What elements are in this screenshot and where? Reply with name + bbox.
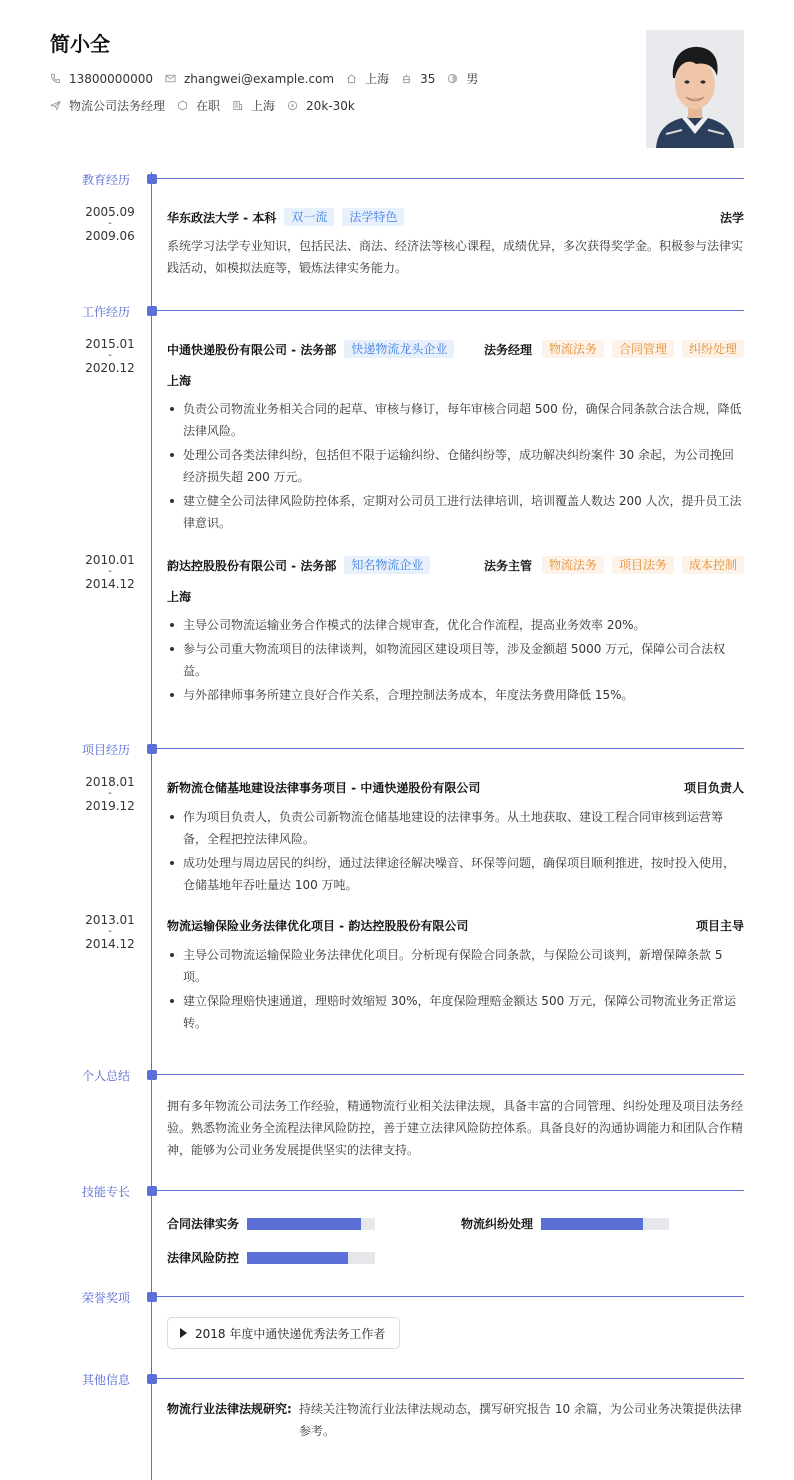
date-dash: - [108,566,112,577]
status-text: 在职 [196,99,221,113]
section-skills-dot [147,1186,157,1196]
date-dash: - [108,926,112,937]
send-icon [50,100,61,111]
list-item: 建立健全公司法律风险防控体系，定期对公司员工进行法律培训，培训覆盖人数达 200 人次，提升员工法律意识。 [167,490,744,534]
city-text: 上海 [365,72,390,86]
list-item: 主导公司物流运输业务合作模式的法律合规审查，优化合作流程，提高业务效率 20%。 [167,614,744,636]
major: 法学 [719,210,744,225]
project-end: 2014.12 [85,937,135,951]
job-role: 法务主管 [483,558,532,573]
work-city: 上海 [167,374,192,388]
section-summary-title: 个人总结 [81,1069,130,1083]
target-city-text: 上海 [251,99,276,113]
work-dates [70,554,150,590]
skill-fill [541,1218,643,1230]
profile-photo [646,30,744,148]
project-role: 项目负责人 [683,780,744,795]
skill-fill [247,1218,361,1230]
section-work-dot [147,306,157,316]
list-item: 作为项目负责人，负责公司新物流仓储基地建设的法律事务。从土地获取、建设工程合同审核到运营筹备，全程把控法律风险。 [167,806,744,850]
skill-name: 物流纠纷处理 [461,1217,534,1231]
skill-fill [247,1252,348,1264]
section-other-dot [147,1374,157,1384]
phone-icon [50,73,61,84]
role-tag: 合同管理 [612,340,674,358]
section-projects-title: 项目经历 [81,743,130,757]
list-item: 负责公司物流业务相关合同的起草、审核与修订，每年审核合同超 500 份，确保合同条款合法合规，降低法律风险。 [167,398,744,442]
section-summary-rule [157,1074,744,1075]
education-header [167,207,744,227]
phone-item [50,72,153,86]
role-tag: 成本控制 [682,556,744,574]
job-role: 法务经理 [483,342,532,357]
section-skills-title: 技能专长 [81,1185,130,1199]
date-dash: - [108,218,112,229]
school-tag: 双一流 [284,208,334,226]
project-dates [70,914,150,950]
list-item: 成功处理与周边居民的纠纷，通过法律途径解决噪音、环保等问题，确保项目顺利推进，按时投入使用，仓储基地年吞吐量达 100 万吨。 [167,852,744,896]
home-icon [346,73,357,84]
salary-item [287,99,355,113]
work-start: 2015.01 [85,337,135,351]
skill-item [167,1215,375,1232]
education-description: 系统学习法学专业知识，包括民法、商法、经济法等核心课程，成绩优异，多次获得奖学金。积极参与法律实践活动，如模拟法庭等，锻炼法律实务能力。 [167,239,744,275]
skill-item [167,1249,375,1266]
project-start: 2013.01 [85,913,135,927]
age-item [401,72,435,86]
project-bullets [167,806,744,898]
building-icon [232,100,243,111]
target-city-item [232,97,275,114]
work-start: 2010.01 [85,553,135,567]
section-work-rule [157,310,744,311]
section-skills-rule [157,1190,744,1191]
project-header [167,777,744,797]
position-item [50,97,165,114]
date-dash: - [108,788,112,799]
award-item [167,1317,400,1349]
project-title: 物流运输保险业务法律优化项目 - 韵达控股股份有限公司 [167,918,469,933]
work-city: 上海 [167,590,192,604]
education-end: 2009.06 [85,229,135,243]
mail-icon [165,73,176,84]
job-intent-row [50,97,367,114]
date-dash: - [108,350,112,361]
award-text: 2018 年度中通快递优秀法务工作者 [195,1326,386,1341]
role-tag: 项目法务 [612,556,674,574]
age-text: 35 [420,71,436,86]
education-dates [70,206,150,242]
email-text: zhangwei@example.com [183,71,335,86]
skill-name: 合同法律实务 [167,1217,240,1231]
education-start: 2005.09 [85,205,135,219]
section-work-title: 工作经历 [81,305,130,319]
section-awards-rule [157,1296,744,1297]
work-bullets [167,398,744,536]
section-awards-title: 荣誉奖项 [81,1291,130,1305]
project-role: 项目主导 [695,918,744,933]
summary-text: 拥有多年物流公司法务工作经验，精通物流行业相关法律法规，具备丰富的合同管理、纠纷处理及项目法务经验。熟悉物流业务全流程法律风险防控，善于建立法律风险防控体系。具备良好的沟通协调能力和团队合作精神，能够为公司业务发展提供坚实的法律支持。 [167,1099,744,1157]
school-tag: 法学特色 [342,208,404,226]
phone-text: 13800000000 [69,71,153,86]
list-item: 与外部律师事务所建立良好合作关系，合理控制法务成本，年度法务费用降低 15%。 [167,684,744,706]
section-projects-dot [147,744,157,754]
school-name: 华东政法大学 - 本科 [167,210,277,225]
work-header [167,339,744,359]
position-text: 物流公司法务经理 [69,99,166,113]
section-summary-dot [147,1070,157,1080]
gender-icon [447,73,458,84]
play-icon [180,1328,187,1338]
gender-text: 男 [466,72,479,86]
status-icon [177,100,188,111]
skill-name: 法律风险防控 [167,1251,240,1265]
list-item: 建立保险理赔快速通道，理赔时效缩短 30%，年度保险理赔金额达 500 万元，保障公司物流业务正常运转。 [167,990,744,1034]
list-item: 主导公司物流运输保险业务法律优化项目。分析现有保险合同条款，与保险公司谈判，新增保障条款 5 项。 [167,944,744,988]
company-tag: 知名物流企业 [344,556,430,574]
work-dates [70,338,150,374]
age-icon [401,73,412,84]
list-item: 处理公司各类法律纠纷，包括但不限于运输纠纷、仓储纠纷等，成功解决纠纷案件 30 余起，为公司挽回经济损失超 200 万元。 [167,444,744,488]
section-projects-rule [157,748,744,749]
salary-text: 20k-30k [306,98,355,113]
section-education-title: 教育经历 [81,173,130,187]
role-tag: 物流法务 [542,340,604,358]
other-info-value: 持续关注物流行业法律法规动态，撰写研究报告 10 余篇，为公司业务决策提供法律参考。 [299,1402,742,1438]
project-end: 2019.12 [85,799,135,813]
candidate-name: 简小全 [50,32,110,56]
city-item [346,70,389,87]
project-start: 2018.01 [85,775,135,789]
timeline-line [151,172,152,1480]
skill-item [461,1215,669,1232]
section-awards-dot [147,1292,157,1302]
project-bullets [167,944,744,1036]
project-dates [70,776,150,812]
project-header [167,915,744,935]
email-item [165,72,334,86]
section-other-rule [157,1378,744,1379]
other-info [167,1398,744,1442]
skill-bar [247,1218,375,1230]
work-header [167,555,744,575]
company-name: 韵达控股股份有限公司 - 法务部 [167,558,337,573]
salary-icon [287,100,298,111]
list-item: 参与公司重大物流项目的法律谈判，如物流园区建设项目等，涉及金额超 5000 万元，保障公司合法权益。 [167,638,744,682]
section-other-title: 其他信息 [81,1373,130,1387]
project-title: 新物流仓储基地建设法律事务项目 - 中通快递股份有限公司 [167,780,481,795]
skill-bar [541,1218,669,1230]
section-education-dot [147,174,157,184]
company-name: 中通快递股份有限公司 - 法务部 [167,342,337,357]
contact-row [50,70,490,87]
other-info-key: 物流行业法律法规研究: [167,1402,292,1416]
role-tag: 纠纷处理 [682,340,744,358]
skill-bar [247,1252,375,1264]
work-end: 2014.12 [85,577,135,591]
section-education-rule [157,178,744,179]
role-tag: 物流法务 [542,556,604,574]
status-item [177,97,220,114]
work-bullets [167,614,744,708]
company-tag: 快递物流龙头企业 [344,340,454,358]
gender-item [447,70,478,87]
work-end: 2020.12 [85,361,135,375]
